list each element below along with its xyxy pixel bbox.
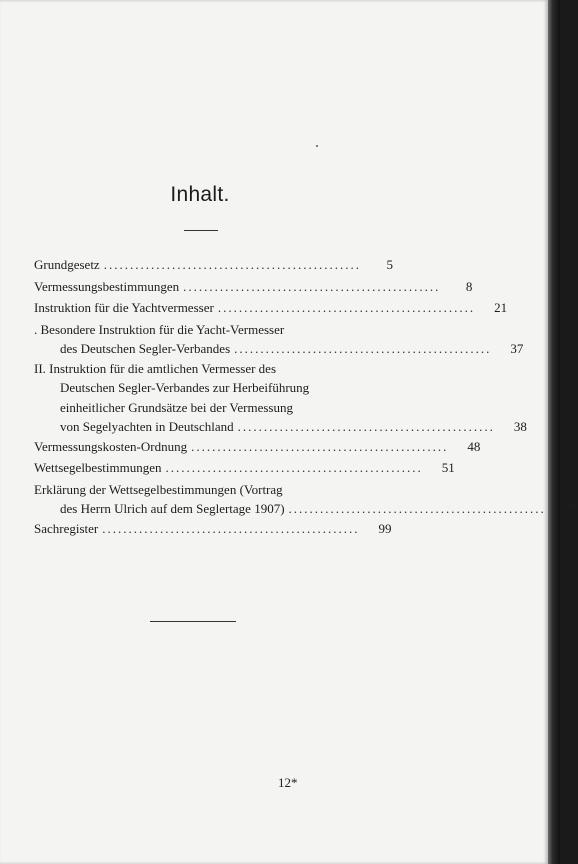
leader-dots: .................................................: [191, 438, 449, 454]
toc-entry-text: Instruktion für die Yachtvermesser: [34, 300, 214, 315]
toc-entry-text: Deutschen Segler-Verbandes zur Herbeiführung: [60, 380, 310, 395]
leader-dots: .................................................: [102, 520, 360, 536]
toc-entry: [34, 519, 392, 539]
leader-dots: .................................................: [237, 419, 495, 434]
ink-speck: [316, 145, 318, 147]
toc-entry-text: von Segelyachten in Deutschland: [60, 419, 234, 434]
toc-entry: [34, 320, 524, 359]
leader-dots: .................................................: [183, 278, 441, 294]
toc-page-number: 5: [386, 257, 393, 272]
leader-dots: .................................................: [217, 300, 476, 315]
toc-entry-text: . Besondere Instruktion für die Yacht-Vermesser: [34, 321, 285, 337]
page-edge: [548, 0, 560, 864]
page-number: 12*: [278, 775, 298, 790]
toc-page-number: 38: [513, 419, 527, 434]
title-rule: [184, 230, 218, 231]
toc-page-number: 21: [494, 300, 508, 315]
toc-entry: [34, 277, 473, 297]
toc-entry: [34, 359, 527, 437]
toc-page-number: 8: [465, 278, 473, 294]
toc-entry-text: Vermessungsbestimmungen: [34, 278, 180, 294]
toc-page-number: 48: [467, 438, 481, 454]
toc-entry-text: Sachregister: [34, 520, 99, 536]
toc-page-number: 37: [510, 341, 524, 356]
bottom-rule: [150, 621, 236, 622]
leader-dots: .................................................: [103, 257, 361, 272]
leader-dots: .................................................: [165, 460, 423, 475]
toc-entry: [34, 437, 481, 457]
toc-page-number: 75: [564, 501, 578, 516]
toc-entry-text: Grundgesetz: [34, 257, 100, 272]
leader-dots: .................................................: [234, 341, 492, 356]
toc-entry-text: Erklärung der Wettsegelbestimmungen (Vortrag: [34, 481, 283, 497]
toc-entry: [34, 298, 508, 318]
toc-entry-text: einheitlicher Grundsätze bei der Vermessung: [60, 399, 293, 415]
toc-entry-text: II. Instruktion für die amtlichen Vermesser des: [34, 360, 276, 376]
toc-entry-text: Wettsegelbestimmungen: [34, 460, 162, 475]
toc-entry-text: Vermessungskosten-Ordnung: [34, 438, 188, 454]
table-of-contents: [34, 255, 578, 540]
toc-entry-text: des Deutschen Segler-Verbandes: [60, 341, 231, 356]
toc-page-number: 99: [378, 520, 392, 536]
toc-entry-text: des Herrn Ulrich auf dem Seglertage 1907): [60, 501, 285, 516]
toc-entry: [34, 458, 455, 478]
toc-page-number: 51: [441, 460, 455, 475]
page-title: Inhalt.: [170, 183, 230, 206]
leader-dots: .................................................: [288, 501, 546, 516]
toc-entry: [34, 480, 578, 519]
toc-entry: [34, 255, 393, 275]
